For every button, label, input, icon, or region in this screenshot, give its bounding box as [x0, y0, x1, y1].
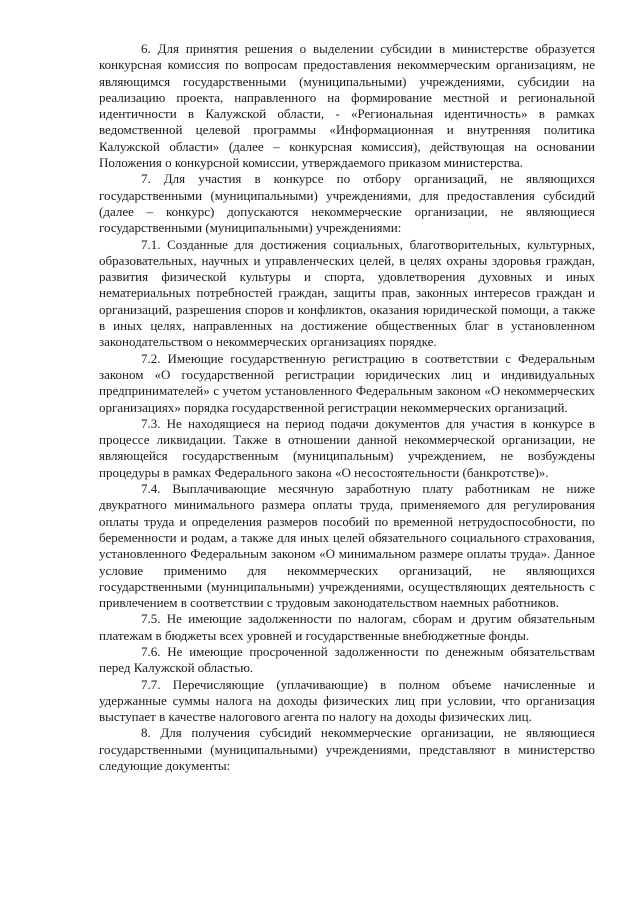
paragraph-8: 8. Для получения субсидий некоммерческие организации, не являющиеся государственными (муниципальными) учреждениями, представляют в министерство следующие документы: [99, 725, 595, 774]
document-body [99, 41, 595, 774]
paragraph-7: 7. Для участия в конкурсе по отбору организаций, не являющихся государственными (муниципальными) учреждениями, для предоставления субсидий (далее – конкурс) допускаются некоммерческие организации, не являющиеся государственными (муниципальными) учреждениями: [99, 171, 595, 236]
paragraph-7-6: 7.6. Не имеющие просроченной задолженности по денежным обязательствам перед Калужской областью. [99, 643, 595, 676]
paragraph-7-4: 7.4. Выплачивающие месячную заработную плату работникам не ниже двукратного минимального размера оплаты труда, применяемого для регулирования оплаты труда и определения размеров пособий по временной нетрудоспособности, по беременности и родам, а также для иных целей обязательного социального страхования, установленного Федеральным законом «О минимальном размере оплаты труда». Данное условие применимо для некоммерческих организаций, не являющихся государственными (муниципальными) учреждениями, осуществляющих деятельность с привлечением в соответствии с трудовым законодательством наемных работников. [99, 481, 595, 611]
paragraph-7-1: 7.1. Созданные для достижения социальных, благотворительных, культурных, образовательных, научных и управленческих целей, в целях охраны здоровья граждан, развития физической культуры и спорта, удовлетворения духовных и иных нематериальных потребностей граждан, защиты прав, законных интересов граждан и организаций, разрешения споров и конфликтов, оказания юридической помощи, а также в иных целях, направленных на достижение общественных благ в установленном законодательством о некоммерческих организациях порядке. [99, 236, 595, 350]
paragraph-7-5: 7.5. Не имеющие задолженности по налогам, сборам и другим обязательным платежам в бюджеты всех уровней и государственные внебюджетные фонды. [99, 611, 595, 643]
paragraph-6: 6. Для принятия решения о выделении субсидии в министерстве образуется конкурсная комиссия по вопросам предоставления некоммерческим организациям, не являющимся государственными (муниципальными) учреждениями, субсидии на реализацию проекта, направленного на формирование местной и региональной идентичности в Калужской области, - «Региональная идентичность» в рамках ведомственной целевой программы «Информационная и внутренняя политика Калужской области» (далее – конкурсная комиссия), действующая на основании Положения о конкурсной комиссии, утверждаемого приказом министерства. [99, 41, 595, 171]
paragraph-7-3: 7.3. Не находящиеся на период подачи документов для участия в конкурсе в процессе ликвидации. Также в отношении данной некоммерческой организации, не являющейся государственным (муниципальным) учреждением, не возбуждены процедуры в рамках Федерального закона «О несостоятельности (банкротстве)». [99, 415, 595, 480]
paragraph-7-2: 7.2. Имеющие государственную регистрацию в соответствии с Федеральным законом «О государственной регистрации юридических лиц и индивидуальных предпринимателей» с учетом установленного Федеральным законом «О некоммерческих организациях» порядка государственной регистрации некоммерческих организаций. [99, 350, 595, 415]
paragraph-7-7: 7.7. Перечисляющие (уплачивающие) в полном объеме начисленные и удержанные суммы налога на доходы физических лиц при условии, что организация выступает в качестве налогового агента по налогу на доходы физических лиц. [99, 676, 595, 725]
